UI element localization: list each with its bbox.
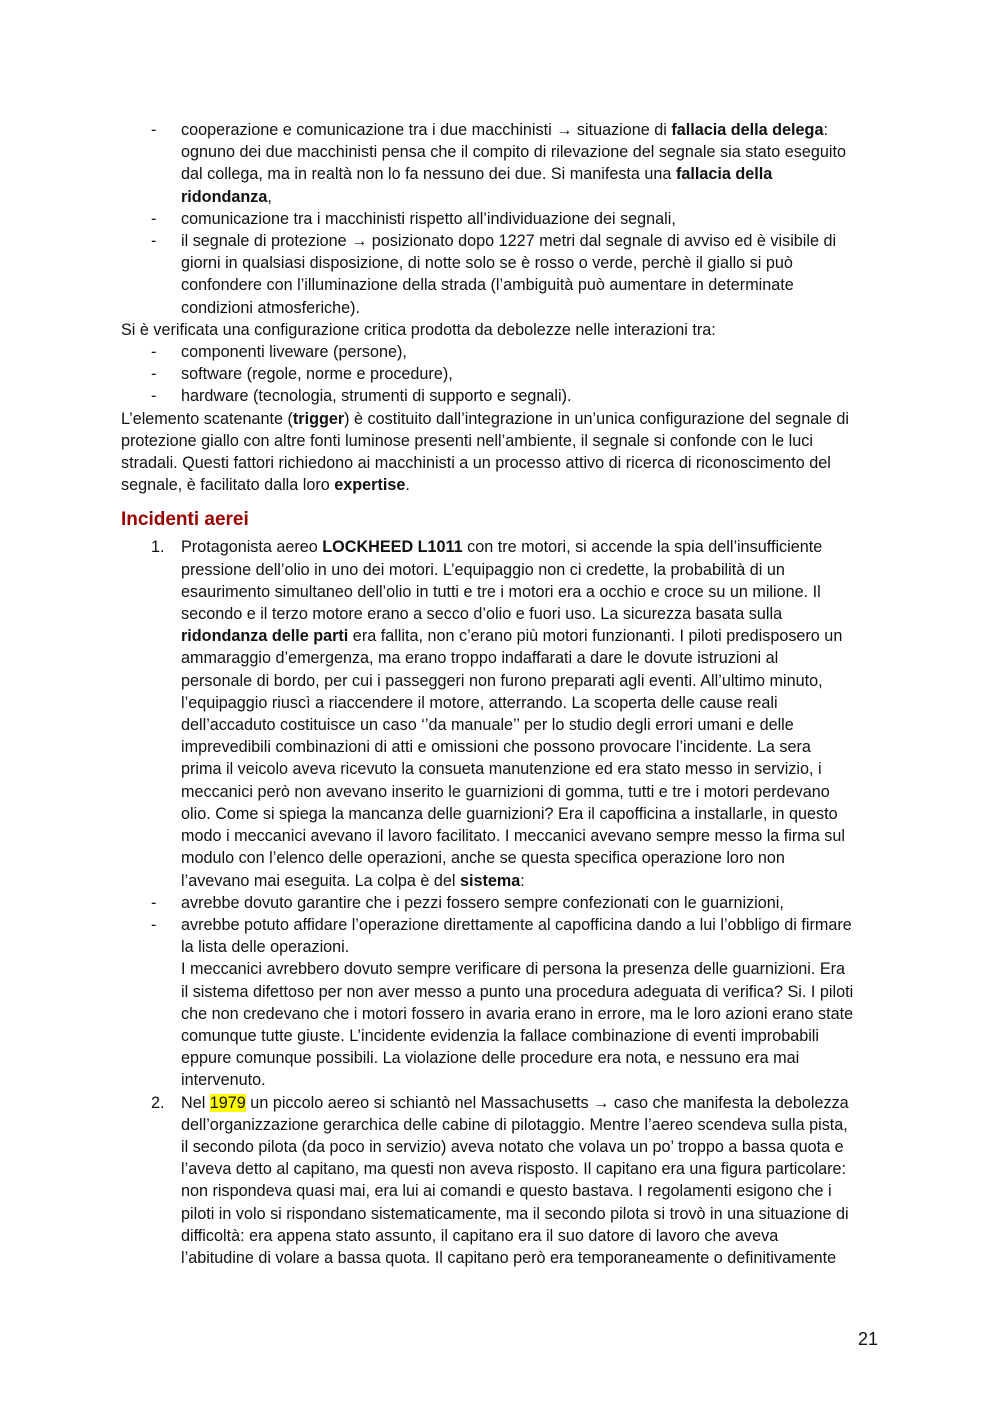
numbered-line <box>121 692 881 714</box>
text-run: comunque tutte giuste. L’incidente evidenzia la fallace combinazione di eventi improbabili <box>181 1026 819 1045</box>
bold-text: sistema <box>459 871 521 890</box>
text-run: eppure comunque possibili. La violazione delle procedure era nota, e nessuno era mai <box>181 1049 800 1068</box>
text-run: Si è verificata una configurazione critica prodotta da debolezze nelle interazioni tra: <box>121 320 716 339</box>
bullet-line <box>121 1025 881 1047</box>
bullet-line <box>121 230 881 252</box>
bullet-line <box>121 981 881 1003</box>
text-run: esaurimento simultaneo dell’olio in tutti e tre i motori era a occhio e croce su un milione. Il <box>181 582 821 601</box>
text-run: cooperazione e comunicazione tra i due macchinisti → situazione di <box>181 121 672 139</box>
paragraph-line <box>121 452 881 474</box>
bold-text: fallacia della <box>675 165 773 184</box>
text-run: condizioni atmosferiche). <box>181 298 361 317</box>
bullet-line <box>121 163 881 185</box>
text-run: difficoltà: era appena stato assunto, il capitano era il suo datore di lavoro che aveva <box>181 1226 779 1245</box>
numbered-line <box>121 1180 881 1202</box>
bullet-line <box>121 208 881 230</box>
paragraph-line <box>121 408 881 430</box>
text-run: il secondo pilota (da poco in servizio) aveva notato che volava un po’ troppo a bassa quota e <box>181 1137 844 1156</box>
text-run: l’avevano mai eseguita. La colpa è del <box>181 871 460 890</box>
text-run: prima il veicolo aveva ricevuto la consueta manutenzione ed era stato messo in servizio, i <box>181 760 822 779</box>
bullet-line <box>121 1003 881 1025</box>
text-run: era fallita, non c’erano più motori funzionanti. I piloti predisposero un <box>348 627 843 646</box>
bullet-line <box>121 274 881 296</box>
numbered-item-1 <box>121 536 881 891</box>
numbered-line <box>121 1092 881 1114</box>
numbered-line <box>121 758 881 780</box>
numbered-line <box>121 847 881 869</box>
numbered-line <box>121 1158 881 1180</box>
numbered-line <box>121 603 881 625</box>
text-run: l’aveva detto al capitano, ma questi non aveva risposto. Il capitano era una figura particolare: <box>181 1160 846 1179</box>
bold-text: fallacia della delega <box>671 121 824 139</box>
text-run: secondo e il terzo motore erano a secco d’olio e fuori uso. La sicurezza basata sulla <box>181 605 783 624</box>
numbered-line <box>121 736 881 758</box>
text-run: avrebbe dovuto garantire che i pezzi fossero sempre confezionati con le guarnizioni, <box>181 893 784 912</box>
text-run: la lista delle operazioni. <box>181 938 350 957</box>
text-run: dell’accaduto costituisce un caso ‘’da manuale’’ per lo studio degli errori umani e delle <box>181 716 794 735</box>
text-run: modo i meccanici avevano il lavoro facilitato. I meccanici avevano sempre messo la firma sul <box>181 827 845 846</box>
bullet-marker: - <box>151 121 157 139</box>
text-run: L’elemento scatenante ( <box>121 409 293 428</box>
text-run: pressione dell’olio in uno dei motori. L’equipaggio non ci credette, la probabilità di un <box>181 560 785 579</box>
bullet-line <box>121 914 881 936</box>
text-run: non rispondeva quasi mai, era lui ai comandi e questo bastava. I regolamenti esigono che i <box>181 1182 832 1201</box>
bold-text: LOCKHEED L1011 <box>322 538 463 557</box>
bullet-marker: - <box>151 915 157 934</box>
bullet-line <box>121 363 881 385</box>
numbered-line <box>121 1203 881 1225</box>
text-run: Protagonista aereo <box>181 538 323 557</box>
list-number: 1. <box>151 538 165 557</box>
paragraph-critical-configuration <box>121 319 881 341</box>
text-run: imprevedibili combinazioni di atti e omissioni che possono provocare l’incidente. La sera <box>181 738 811 757</box>
numbered-line <box>121 825 881 847</box>
text-run: dell’organizzazione gerarchica delle cabine di pilotaggio. Mentre l’aereo scendeva sulla pista, <box>181 1115 848 1134</box>
numbered-line <box>121 1136 881 1158</box>
section-heading: Incidenti aerei <box>121 509 249 531</box>
numbered-line <box>121 803 881 825</box>
numbered-item-2 <box>121 1092 881 1270</box>
text-run: l’equipaggio riuscì a riaccendere il motore, atterrando. La scoperta delle cause reali <box>181 693 778 712</box>
bullet-list-system <box>121 892 881 1092</box>
paragraph-line <box>121 474 881 496</box>
text-run: il sistema difettoso per non aver messo a punto una procedura adeguata di verifica? Si. I piloti <box>181 982 854 1001</box>
text-run: olio. Come si spiega la mancanza delle guarnizioni? Era il capofficina a installarle, in questo <box>181 804 838 823</box>
text-run: che non credevano che i motori fossero in avaria erano in errore, ma le loro azioni erano state <box>181 1004 854 1023</box>
numbered-line <box>121 1114 881 1136</box>
bullet-line <box>121 141 881 163</box>
text-run: componenti liveware (persone), <box>181 343 407 362</box>
bullet-line <box>121 119 881 141</box>
bullet-marker: - <box>151 893 157 912</box>
numbered-line <box>121 714 881 736</box>
bullet-marker: - <box>151 343 157 362</box>
text-run: il segnale di protezione → posizionato dopo 1227 metri dal segnale di avviso ed è visibile di <box>181 232 837 251</box>
text-run: dal collega, ma in realtà non lo fa nessuno dei due. Si manifesta una <box>181 165 676 184</box>
bullet-line <box>121 385 881 407</box>
bold-text: ridondanza <box>181 187 268 206</box>
highlighted-text: 1979 <box>209 1093 246 1112</box>
bullet-marker: - <box>151 232 157 251</box>
bullet-line <box>121 341 881 363</box>
bullet-line <box>121 1069 881 1091</box>
text-run: con tre motori, si accende la spia dell’insufficiente <box>462 538 823 557</box>
bullet-line <box>121 958 881 980</box>
bullet-line <box>121 252 881 274</box>
numbered-line <box>121 536 881 558</box>
text-run: hardware (tecnologia, strumenti di supporto e segnali). <box>181 387 572 406</box>
text-run: meccanici però non avevano inserito le guarnizioni di gomma, tutti e tre i motori perdevano <box>181 782 830 801</box>
text-run: Nel <box>181 1093 210 1112</box>
text-run: giorni in qualsiasi disposizione, di notte solo se è rosso o verde, perchè il giallo si può <box>181 254 793 273</box>
text-run: ognuno dei due macchinisti pensa che il compito di rilevazione del segnale sia stato eseguito <box>181 143 846 162</box>
text-run: confondere con l’illuminazione della strada (l’ambiguità può aumentare in determinate <box>181 276 794 295</box>
text-run: avrebbe potuto affidare l’operazione direttamente al capofficina dando a lui l’obbligo di firmare <box>181 915 852 934</box>
text-run: segnale, è facilitato dalla loro <box>121 476 335 495</box>
bullet-line <box>121 186 881 208</box>
text-run: intervenuto. <box>181 1071 266 1090</box>
text-run: protezione giallo con altre fonti luminose presenti nell’ambiente, il segnale si confonde con le luci <box>121 431 813 450</box>
bullet-marker: - <box>151 387 157 406</box>
text-run: stradali. Questi fattori richiedono ai macchinisti a un processo attivo di ricerca di riconoscimento del <box>121 454 831 473</box>
text-run: un piccolo aereo si schiantò nel Massachusetts → caso che manifesta la debolezza <box>245 1093 849 1112</box>
numbered-line <box>121 870 881 892</box>
numbered-line <box>121 559 881 581</box>
bullet-list-signals <box>121 119 881 319</box>
numbered-line <box>121 670 881 692</box>
bullet-list-components <box>121 341 881 408</box>
paragraph-trigger <box>121 408 881 497</box>
text-run: personale di bordo, per cui i passeggeri non furono preparati agli eventi. All’ultimo minuto, <box>181 671 823 690</box>
bullet-line <box>121 1047 881 1069</box>
numbered-line <box>121 1225 881 1247</box>
bullet-marker: - <box>151 365 157 384</box>
paragraph-line <box>121 319 881 341</box>
numbered-line <box>121 625 881 647</box>
bold-text: expertise <box>334 476 406 495</box>
text-run: ) è costituito dall’integrazione in un’unica configurazione del segnale di <box>344 409 850 428</box>
text-run: modulo con l’elenco delle operazioni, anche se questa specifica operazione loro non <box>181 849 785 868</box>
text-run: ammaraggio d’emergenza, ma erano troppo indaffarati a dare le dovute istruzioni al <box>181 649 779 668</box>
paragraph-line <box>121 430 881 452</box>
bullet-line <box>121 297 881 319</box>
numbered-line <box>121 1247 881 1269</box>
text-run: l’abitudine di volare a bassa quota. Il capitano però era temporaneamente o definitivamente <box>181 1248 837 1267</box>
text-run: comunicazione tra i macchinisti rispetto all’individuazione dei segnali, <box>181 209 676 228</box>
bullet-line <box>121 892 881 914</box>
list-number: 2. <box>151 1093 165 1112</box>
text-run: , <box>267 187 272 206</box>
text-run: . <box>405 476 410 495</box>
page-content <box>121 119 881 1269</box>
text-run: : <box>823 121 828 139</box>
bold-text: ridondanza delle parti <box>181 627 349 646</box>
text-run: : <box>520 871 525 890</box>
text-run: I meccanici avrebbero dovuto sempre verificare di persona la presenza delle guarnizioni. Era <box>181 960 846 979</box>
bullet-line <box>121 936 881 958</box>
numbered-line <box>121 781 881 803</box>
text-run: piloti in volo si rispondano sistematicamente, ma il secondo pilota si trovò in una situazione di <box>181 1204 849 1223</box>
bullet-marker: - <box>151 209 157 228</box>
page-number: 21 <box>857 1329 878 1349</box>
text-run: software (regole, norme e procedure), <box>181 365 453 384</box>
numbered-line <box>121 647 881 669</box>
numbered-line <box>121 581 881 603</box>
bold-text: trigger <box>292 409 345 428</box>
